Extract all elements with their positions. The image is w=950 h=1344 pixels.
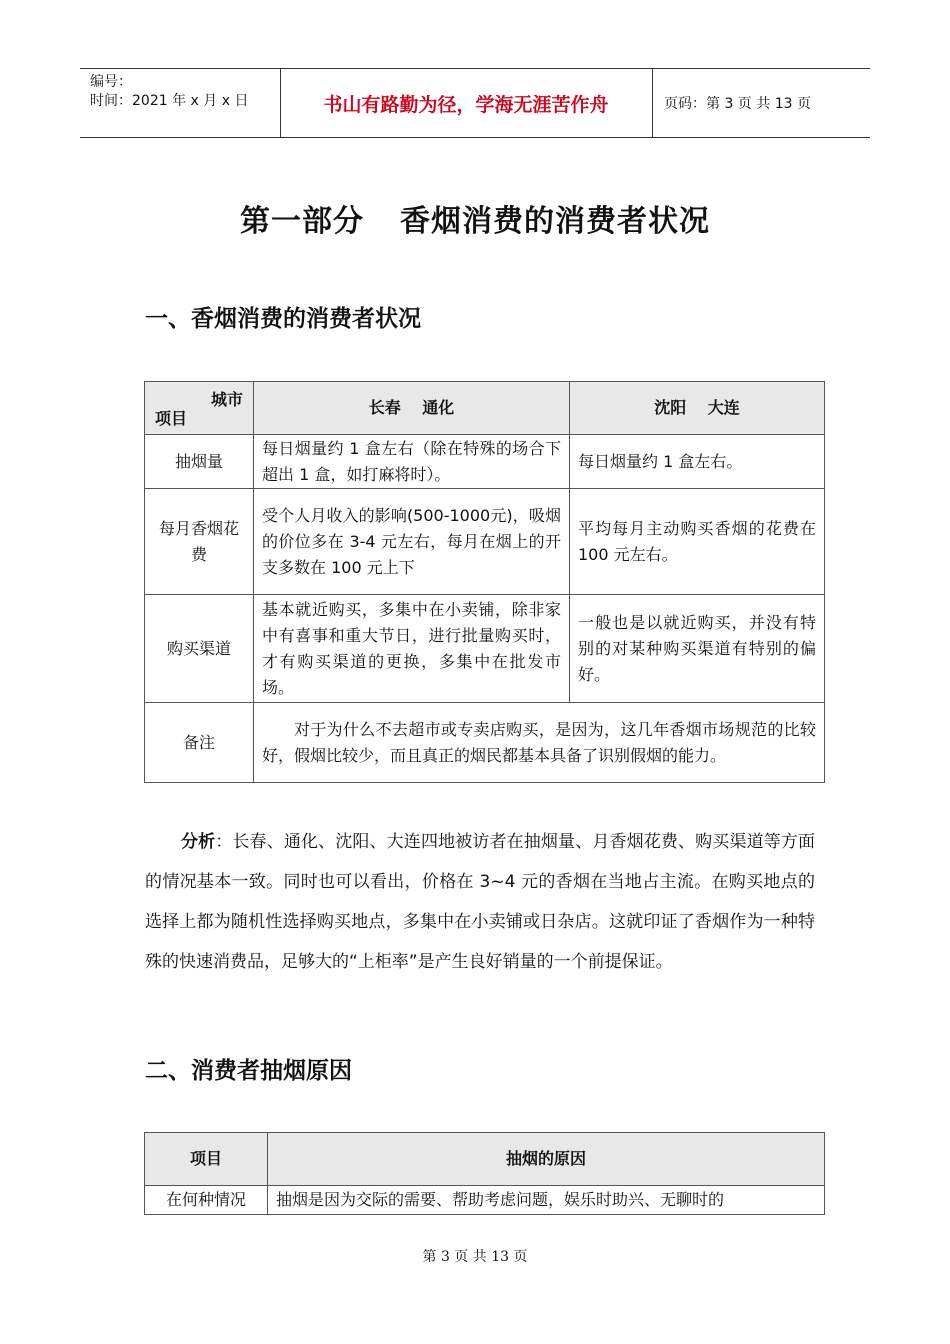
- cell-text: 一般也是以就近购买，并没有特别的对某种购买渠道有特别的偏好。: [570, 595, 825, 703]
- table-header-row: [145, 1133, 825, 1186]
- page-header: [80, 68, 870, 138]
- document-date: 时间：2021 年 x 月 x 日: [90, 93, 249, 109]
- table-header-row: [145, 382, 825, 435]
- cell-text: 抽烟是因为交际的需要、帮助考虑问题，娱乐时助兴、无聊时的: [268, 1186, 825, 1215]
- header-page-number: 页码：第 3 页 共 13 页: [664, 96, 811, 112]
- title-text: 香烟消费的消费者状况: [400, 204, 710, 239]
- row-label: 备注: [145, 703, 254, 783]
- table-row: [145, 489, 825, 595]
- corner-city-label: 城市: [210, 390, 243, 409]
- analysis-paragraph: [145, 822, 815, 982]
- header-meta: [80, 69, 281, 137]
- row-label: 每月香烟花费: [145, 489, 254, 595]
- cell-text: 平均每月主动购买香烟的花费在 100 元左右。: [570, 489, 825, 595]
- analysis-label: 分析: [181, 832, 216, 852]
- table-row: [145, 595, 825, 703]
- consumer-status-table: [144, 381, 825, 783]
- table-row: [145, 1186, 825, 1215]
- row-label: 抽烟量: [145, 435, 254, 489]
- column-header-item: 项目: [145, 1133, 268, 1186]
- document-number: 编号：: [90, 74, 132, 90]
- column-header-changchun-tonghua: 长春 通化: [254, 382, 570, 435]
- page-title: [0, 196, 950, 240]
- cell-text: 受个人月收入的影响(500-1000元)，吸烟的价位多在 3-4 元左右，每月在烟上的开支多数在 100 元上下: [254, 489, 570, 595]
- section-heading-1: 一、香烟消费的消费者状况: [145, 306, 421, 332]
- cell-text: 每日烟量约 1 盒左右（除在特殊的场合下超出 1 盒，如打麻将时）。: [254, 435, 570, 489]
- column-header-reason: 抽烟的原因: [268, 1133, 825, 1186]
- row-label: 购买渠道: [145, 595, 254, 703]
- row-label: 在何种情况: [145, 1186, 268, 1215]
- title-part: 第一部分: [240, 204, 364, 239]
- section-heading-2: 二、消费者抽烟原因: [145, 1058, 352, 1084]
- header-motto: 书山有路勤为径，学海无涯苦作舟: [280, 69, 653, 137]
- table-corner-cell: [145, 382, 254, 435]
- analysis-text: ：长春、通化、沈阳、大连四地被访者在抽烟量、月香烟花费、购买渠道等方面的情况基本一致。同时也可以看出，价格在 3~4 元的香烟在当地占主流。在购买地点的选择上都为随机性选择购买地点，多集中在小卖铺或日杂店。这就印证了香烟作为一种特殊的快速消费品，足够大的“上柜率”是产生良好销量的一个前提保证。: [145, 832, 816, 972]
- corner-item-label: 项目: [155, 409, 188, 428]
- column-header-shenyang-dalian: 沈阳 大连: [570, 382, 825, 435]
- table-row: [145, 703, 825, 783]
- cell-text: 每日烟量约 1 盒左右。: [570, 435, 825, 489]
- note-text: 对于为什么不去超市或专卖店购买，是因为，这几年香烟市场规范的比较好，假烟比较少，而且真正的烟民都基本具备了识别假烟的能力。: [254, 703, 825, 783]
- table-row: [145, 435, 825, 489]
- cell-text: 基本就近购买，多集中在小卖铺，除非家中有喜事和重大节日，进行批量购买时，才有购买渠道的更换，多集中在批发市场。: [254, 595, 570, 703]
- page-footer: 第 3 页 共 13 页: [422, 1249, 528, 1265]
- smoking-reason-table: [144, 1132, 825, 1215]
